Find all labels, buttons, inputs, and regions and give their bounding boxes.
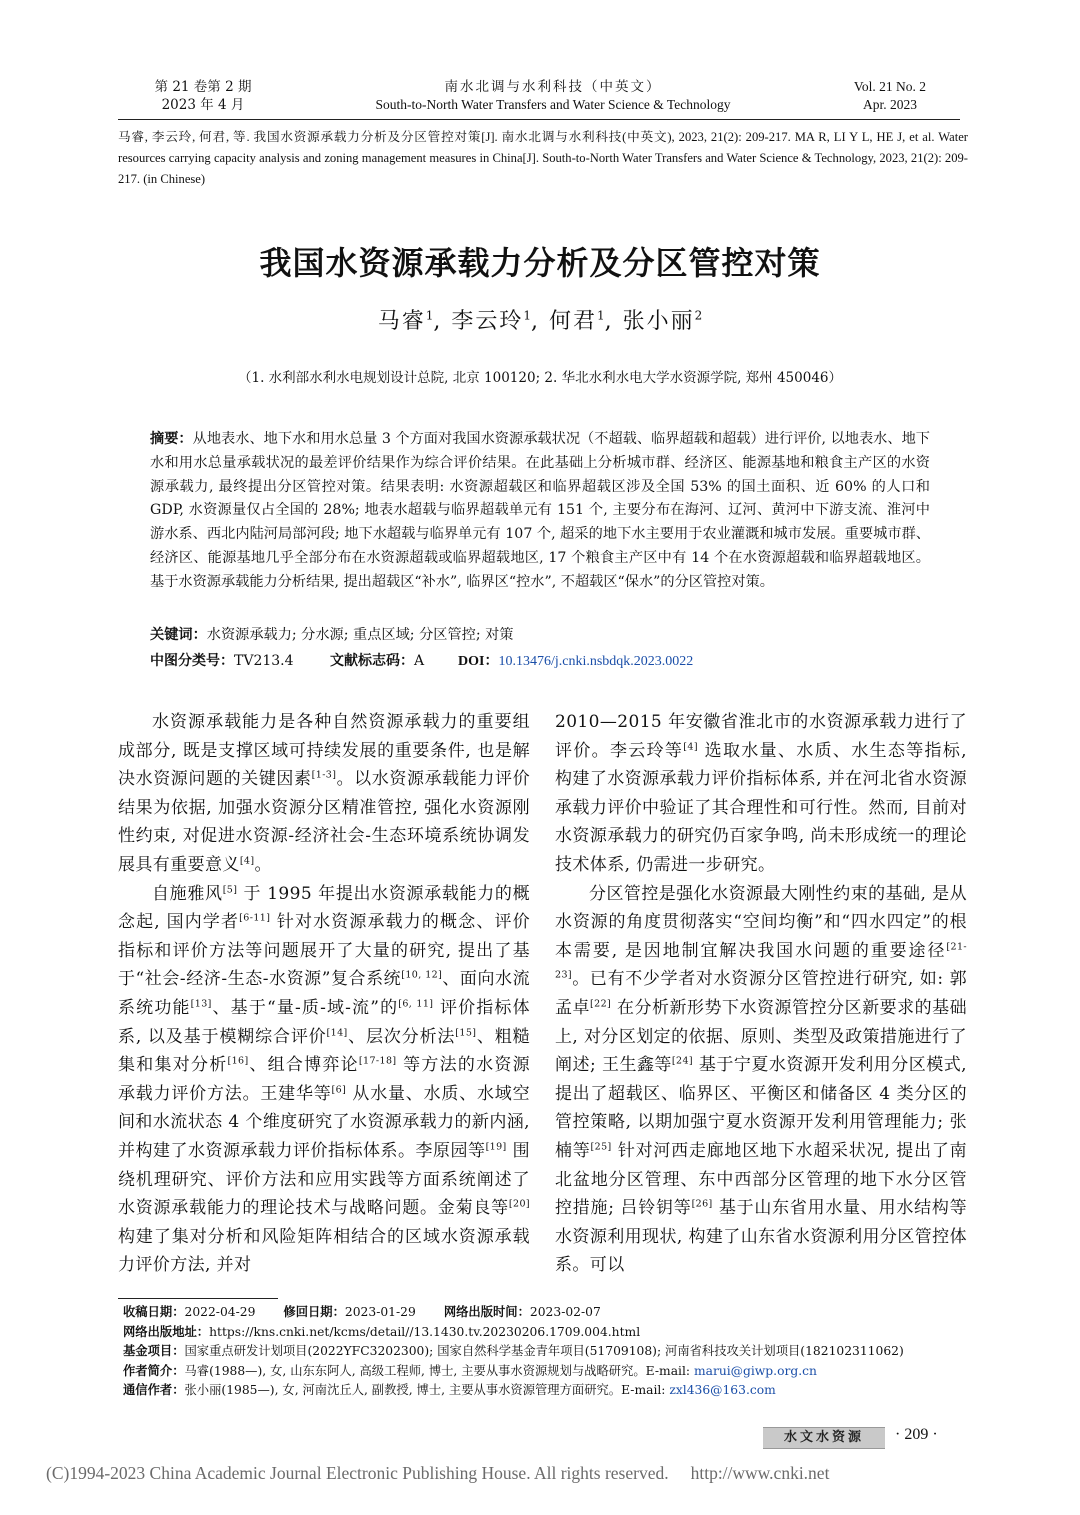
paragraph: 2010—2015 年安徽省淮北市的水资源承载力进行了评价。李云玲等[4] 选取水量、水质、水生态等指标, 构建了水资源承载力评价指标体系, 并在河北省水资源承载力评价中验证了其合理性和可行性。然而, 目前对水资源承载力的研究仍百家争鸣, 尚未形成统一的理论技术体系, 仍需进一步研究。: [555, 712, 967, 875]
ref-mark[interactable]: [6-11]: [239, 912, 271, 924]
ref-mark[interactable]: [17-18]: [358, 1055, 397, 1067]
page-number: · 209 ·: [895, 1426, 938, 1443]
ref-mark[interactable]: [10, 12]: [401, 969, 443, 981]
running-header: [118, 74, 960, 120]
header-left: [118, 78, 288, 114]
ref-mark[interactable]: [21-23]: [555, 941, 967, 981]
fund-label: 基金项目：: [123, 1344, 185, 1359]
author-bio-text: 马睿(1988—), 女, 山东东阿人, 高级工程师, 博士, 主要从事水资源规划与战略研究。E-mail:: [184, 1363, 694, 1378]
author-name: 马睿: [377, 309, 426, 334]
abstract: [150, 428, 930, 595]
author-name: 张小丽: [622, 309, 695, 334]
ref-mark[interactable]: [26]: [691, 1198, 713, 1210]
author-bio-row: [123, 1362, 973, 1382]
ref-mark[interactable]: [1-3]: [311, 769, 337, 781]
volume-issue-en: Vol. 21 No. 2: [853, 79, 927, 94]
author-affil-mark: 1: [597, 308, 605, 323]
footnotes: [123, 1303, 973, 1401]
abstract-text: 从地表水、地下水和用水总量 3 个方面对我国水资源承载状况（不超载、临界超载和超载）进行评价, 以地表水、地下水和用水总量承载状况的最差评价结果作为综合评价结果。在此基础上分析城市群、经济区、能源基地和粮食主产区的水资源承载力, 最终提出分区管控对策。结果表明: 水资源超载区和临界超载区涉及全国 53% 的国土面积、近 60% 的人口和 GDP, 水资源量仅占全国的 28%; 地表水超载与临界超载单元有 151 个, 主要分布在海河、辽河、黄河中下游支流、淮河中游水系、西北内陆河局部河段; 地下水超载与临界单元有 107 个, 超采的地下水主要用于农业灌溉和城市发展。重要城市群、经济区、能源基地几乎全部分布在水资源超载或临界超载地区, 17 个粮食主产区中有 14 个在水资源超载和临界超载地区。基于水资源承载能力分析结果, 提出超载区“补水”, 临界区“控水”, 不超载区“保水”的分区管控对策。: [150, 431, 930, 590]
url-row: [123, 1323, 973, 1343]
copyright-text: (C)1994-2023 China Academic Journal Electronic Publishing House. All rights reserved.: [46, 1463, 669, 1483]
date-en: Apr. 2023: [863, 97, 917, 112]
journal-name-en: South-to-North Water Transfers and Water Science & Technology: [375, 97, 731, 112]
ref-mark[interactable]: [4]: [683, 740, 698, 752]
ref-mark[interactable]: [6]: [331, 1084, 347, 1096]
author-affil-mark: 1: [425, 308, 434, 323]
header-right: [820, 78, 960, 114]
ref-mark[interactable]: [16]: [227, 1055, 249, 1067]
doi-link[interactable]: 10.13476/j.cnki.nsbdqk.2023.0022: [498, 654, 694, 669]
ref-mark[interactable]: [4]: [239, 855, 255, 867]
footnote-rule: [118, 1298, 278, 1299]
paragraph: 分区管控是强化水资源最大刚性约束的基础, 是从水资源的角度贯彻落实“空间均衡”和“四水四定”的根本需要, 是因地制宜解决我国水问题的重要途径[21-23]。已有不少学者对水资源分区管控进行研究, 如: 郭孟卓[22] 在分析新形势下水资源管控分区新要求的基础上, 对分区划定的依据、原则、类型及政策措施进行了阐述; 王生鑫等[24] 基于宁夏水资源开发利用分区模式, 提出了超载区、临界区、平衡区和储备区 4 类分区的管控策略, 以期加强宁夏水资源开发利用管理能力; 张楠等[25] 针对河西走廊地区地下水超采状况, 提出了南北盆地分区管理、东中西部分区管理的地下水分区管控措施; 吕铃钥等[26] 基于山东省用水量、用水结构等水资源利用现状, 构建了山东省水资源利用分区管控体系。可以: [555, 883, 968, 1276]
paragraph: 自施雅风[5] 于 1995 年提出水资源承载能力的概念起, 国内学者[6-11] 针对水资源承载力的概念、评价指标和评价方法等问题展开了大量的研究, 提出了基于“社会-经济-生态-水资源”复合系统[10, 12]、面向水流系统功能[13]、基于“量-质-域-流”的[6, 11] 评价指标体系, 以及基于模糊综合评价[14]、层次分析法[15]、粗糙集和集对分析[16]、组合博弈论[17-18] 等方法的水资源承载力评价方法。王建华等[6] 从水量、水质、水域空间和水流状态 4 个维度研究了水资源承载力的新内涵, 并构建了水资源承载力评价指标体系。李原园等[19] 围绕机理研究、评价方法和应用实践等方面系统阐述了水资源承载能力的理论技术与战略问题。金菊良等[20] 构建了集对分析和风险矩阵相结合的区域水资源承载力评价方法, 并对: [118, 883, 531, 1276]
copyright-line: [46, 1463, 1046, 1484]
ref-mark[interactable]: [6, 11]: [398, 998, 434, 1010]
fund-row: [123, 1342, 973, 1362]
ref-mark[interactable]: [24]: [671, 1055, 694, 1067]
body-column-left: [118, 708, 530, 1280]
url-label: 网络出版地址：: [123, 1324, 210, 1339]
clc-value: TV213.4: [234, 653, 294, 669]
journal-name-cn: 南水北调与水利科技（中英文）: [444, 79, 662, 95]
affiliation: （1. 水利部水利水电规划设计总院, 北京 100120; 2. 华北水利水电大学水资源学院, 郑州 450046）: [238, 370, 842, 386]
author-email-link[interactable]: marui@giwp.org.cn: [693, 1363, 817, 1378]
ref-mark[interactable]: [22]: [590, 998, 612, 1010]
ref-mark[interactable]: [13]: [190, 998, 212, 1010]
corresponding-email-link[interactable]: zxl436@163.com: [669, 1383, 776, 1398]
author-bio-label: 作者简介：: [123, 1363, 185, 1378]
author-name: 何君: [549, 309, 598, 334]
body-column-right: [555, 708, 967, 1280]
author-name: 李云玲: [451, 309, 524, 334]
corresponding-label: 通信作者：: [123, 1383, 185, 1398]
author-affil-mark: 2: [694, 308, 703, 323]
dates-row: [123, 1303, 973, 1323]
ref-mark[interactable]: [5]: [222, 883, 238, 895]
doc-code-value: A: [414, 653, 425, 669]
citation: 马睿, 李云玲, 何君, 等. 我国水资源承载力分析及分区管控对策[J]. 南水北调与水利科技(中英文), 2023, 21(2): 209-217. MA R, LI Y L, HE J, et al. Water resources carrying capacity analysis and zoning management measures in China[J]. South-to-North Water Transfers and Water Science & Technology, 2023, 21(2): 209-217. (in Chinese): [118, 130, 968, 186]
keywords-label: 关键词：: [150, 627, 207, 643]
online-date: 2023-02-07: [529, 1305, 601, 1319]
doc-code-label: 文献标志码：: [330, 653, 414, 669]
cnki-url-link[interactable]: http://www.cnki.net: [690, 1463, 830, 1483]
online-label: 网络出版时间：: [443, 1305, 530, 1319]
ref-mark[interactable]: [20]: [508, 1198, 530, 1210]
online-url[interactable]: https://kns.cnki.net/kcms/detail//13.1430.tv.20230206.1709.004.html: [209, 1324, 641, 1339]
date-cn: 2023 年 4 月: [161, 97, 245, 113]
corresponding-text: 张小丽(1985—), 女, 河南沈丘人, 副教授, 博士, 主要从事水资源管理方面研究。E-mail:: [184, 1383, 670, 1398]
ref-mark[interactable]: [15]: [455, 1026, 477, 1038]
header-center: [338, 78, 768, 114]
paragraph: 水资源承载能力是各种自然资源承载力的重要组成部分, 既是支撑区域可持续发展的重要条件, 也是解决水资源问题的关键因素[1-3]。以水资源承载能力评价结果为依据, 加强水资源分区精准管控, 强化水资源刚性约束, 对促进水资源-经济社会-生态环境系统协调发展具有重要意义[4]。: [118, 712, 530, 875]
keywords: [150, 624, 930, 646]
clc-label: 中图分类号：: [150, 653, 234, 669]
revised-date: 2023-01-29: [344, 1305, 416, 1319]
author-affil-mark: 1: [523, 308, 531, 323]
paper-title: 我国水资源承载力分析及分区管控对策: [259, 244, 821, 282]
fund-text: 国家重点研发计划项目(2022YFC3202300); 国家自然科学基金青年项目(51709108); 河南省科技攻关计划项目(182102311062): [184, 1344, 904, 1359]
received-date: 2022-04-29: [184, 1305, 256, 1319]
author-list: 马睿$^1$, 李云玲$^1$, 何君$^1$, 张小丽$^2$: [377, 308, 703, 334]
ref-mark[interactable]: [25]: [590, 1141, 612, 1153]
doi-label: DOI：: [458, 654, 499, 669]
corresponding-row: [123, 1381, 973, 1401]
abstract-label: 摘要：: [150, 431, 193, 447]
keywords-text: 水资源承载力; 分水源; 重点区域; 分区管控; 对策: [206, 627, 514, 643]
ref-mark[interactable]: [14]: [326, 1026, 348, 1038]
section-tag: 水文水资源: [763, 1427, 885, 1449]
revised-label: 修回日期：: [283, 1305, 345, 1319]
header-rule: [118, 119, 960, 120]
ref-mark[interactable]: [19]: [485, 1141, 507, 1153]
received-label: 收稿日期：: [123, 1305, 185, 1319]
volume-issue-cn: 第 21 卷第 2 期: [154, 79, 252, 95]
